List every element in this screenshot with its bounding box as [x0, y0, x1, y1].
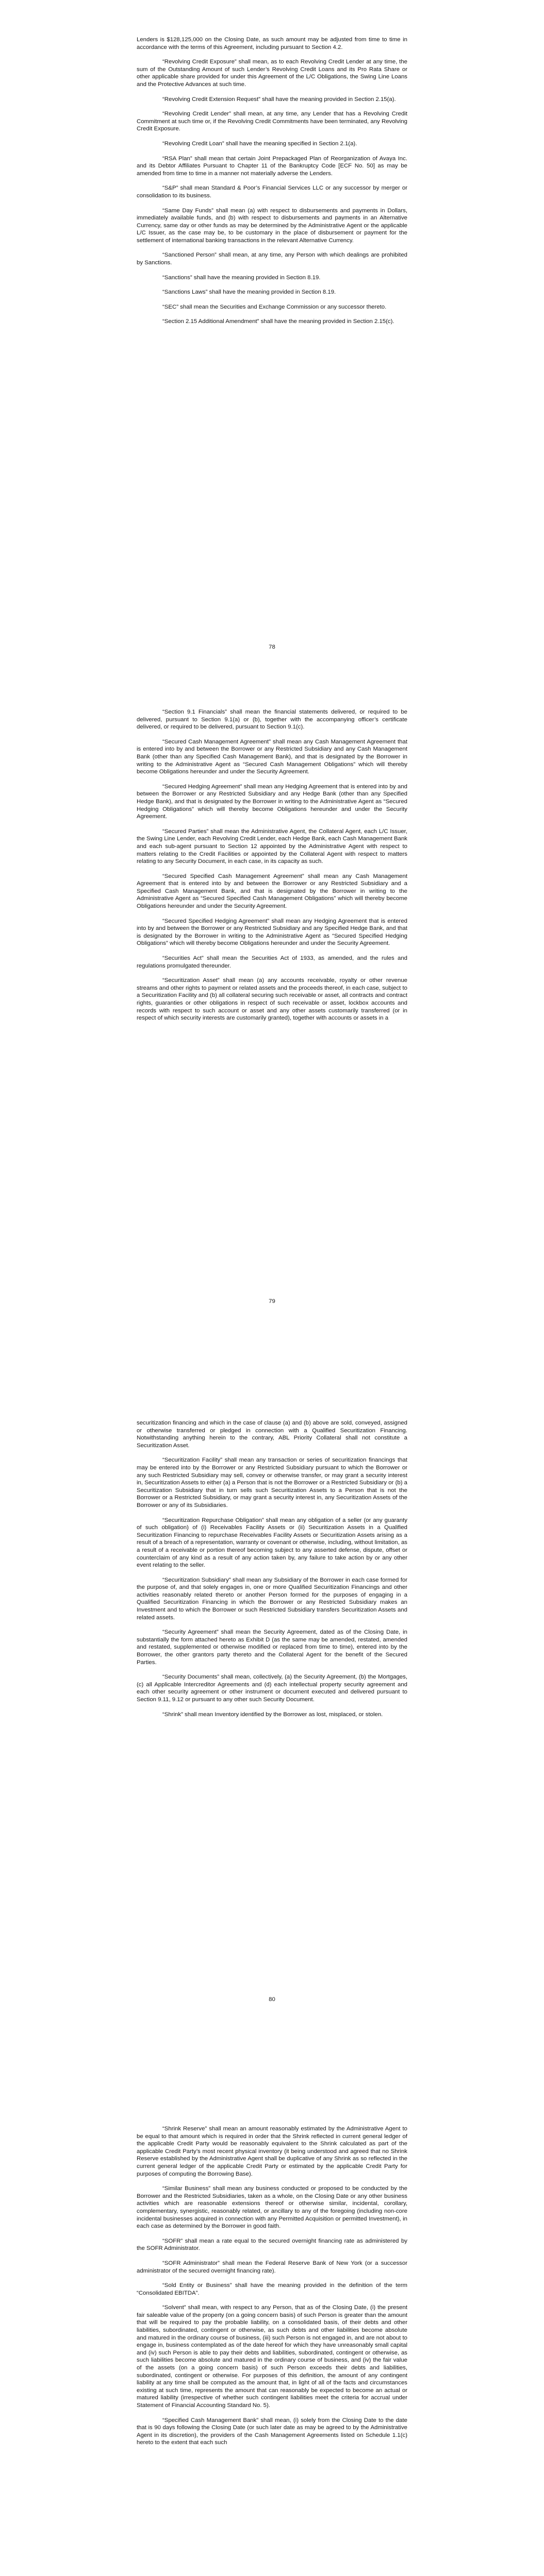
paragraph: “Secured Specified Cash Management Agreement” shall mean any Cash Management Agreement that is entered into by and between the Borrower or any Restricted Subsidiary and a Specified Cash Management Bank, and that is designated by the Borrower in writing to the Administrative Agent as “Secured Specified Cash Management Obligations” which will thereby become Obligations hereunder and under the Security Agreement. [137, 873, 407, 910]
paragraph: “Securities Act” shall mean the Securities Act of 1933, as amended, and the rules and regulations promulgated thereunder. [137, 955, 407, 969]
paragraph: “Sanctions” shall have the meaning provided in Section 8.19. [162, 274, 321, 281]
paragraph: “Revolving Credit Exposure” shall mean, as to each Revolving Credit Lender at any time, the sum of the Outstanding Amount of such Lender’s Revolving Credit Loans and its Pro Rata Share or other applicable share provided for under this Agreement of the L/C Obligations, the Swing Line Loans and the Protective Advances at such time. [137, 59, 407, 88]
page-body [137, 36, 407, 326]
page-number: 80 [269, 1996, 275, 2003]
paragraph: Lenders is $128,125,000 on the Closing Date, as such amount may be adjusted from time to time in accordance with the terms of this Agreement, including pursuant to Section 4.2. [137, 37, 407, 50]
paragraph: “Similar Business” shall mean any business conducted or proposed to be conducted by the Borrower and the Restricted Subsidiaries, taken as a whole, on the Closing Date or any other business activities which are reasonable extensions thereof or otherwise similar, incidental, corollary, complementary, synergistic, reasonably related, or ancillary to any of the foregoing (including non-core incidental businesses acquired in connection with any Permitted Acquisition or permitted Investment), in each case as determined by the Borrower in good faith. [137, 2185, 407, 2230]
paragraph: “Sanctions Laws” shall have the meaning provided in Section 8.19. [162, 289, 336, 296]
paragraph: “Securitization Facility” shall mean any transaction or series of securitization financings that may be entered into by the Borrower or any Restricted Subsidiary pursuant to which the Borrower or any such Restricted Subsidiary may sell, convey or otherwise transfer, or may grant a security interest in, Securitization Assets to either (a) a Person that is not the Borrower or a Restricted Subsidiary or (b) a Securitization Subsidiary that in turn sells such Securitization Assets to a Person that is not the Borrower or a Restricted Subsidiary, or may grant a security interest in, any Securitization Assets of the Borrower or any of its Subsidiaries. [137, 1457, 407, 1509]
paragraph: “Section 2.15 Additional Amendment” shall have the meaning provided in Section 2.15(c). [162, 318, 394, 325]
document-page [0, 708, 544, 1029]
page-number: 79 [269, 1298, 275, 1304]
paragraph: “SOFR” shall mean a rate equal to the secured overnight financing rate as administered by the SOFR Administrator. [137, 2238, 407, 2252]
paragraph: “Security Agreement” shall mean the Security Agreement, dated as of the Closing Date, in substantially the form attached hereto as Exhibit D (as the same may be amended, restated, amended and restated, supplemented or otherwise modified or replaced from time to time), entered into by the Borrower, the other grantors party thereto and the Collateral Agent for the benefit of the Secured Parties. [137, 1629, 407, 1666]
paragraph: “Secured Specified Hedging Agreement” shall mean any Hedging Agreement that is entered into by and between the Borrower or any Restricted Subsidiary and any Specified Hedge Bank, and that is designated by the Borrower in writing to the Administrative Agent as “Secured Specified Hedging Obligations” which will thereby become Obligations hereunder and under the Security Agreement. [137, 918, 407, 947]
document-page [0, 2125, 544, 2454]
paragraph: “Security Documents” shall mean, collectively, (a) the Security Agreement, (b) the Mortgages, (c) all Applicable Intercreditor Agreements and (d) each intellectual property security agreement and each other security agreement or other instrument or document executed and delivered pursuant to Section 9.11, 9.12 or pursuant to any other such Security Document. [137, 1674, 407, 1703]
paragraph: “Shrink Reserve” shall mean an amount reasonably estimated by the Administrative Agent to be equal to that amount which is required in order that the Shrink reflected in current general ledger of the applicable Credit Party would be reasonably equivalent to the Shrink calculated as part of the applicable Credit Party’s most recent physical inventory (it being understood and agreed that no Shrink Reserve established by the Administrative Agent shall be duplicative of any Shrink as so reflected in the current general ledger of the applicable Credit Party or estimated by the applicable Credit Party for purposes of computing the Borrowing Base). [137, 2126, 407, 2177]
page-number: 78 [269, 644, 275, 650]
paragraph: “SOFR Administrator” shall mean the Federal Reserve Bank of New York (or a successor administrator of the secured overnight financing rate). [137, 2260, 407, 2274]
paragraph: “Revolving Credit Loan” shall have the meaning specified in Section 2.1(a). [162, 140, 357, 147]
paragraph: “Solvent” shall mean, with respect to any Person, that as of the Closing Date, (i) the present fair saleable value of the property (on a going concern basis) of such Person is greater than the amount that will be required to pay the probable liability, on a consolidated basis, of their debts and other liabilities, subordinated, contingent or otherwise, as such debts and other liabilities become absolute and matured in the ordinary course of business, (iii) such Person is not engaged in, and are not about to engage in, business contemplated as of the date hereof for which they have unreasonably small capital and (iv) such Person is able to pay their debts and liabilities, subordinated, contingent or otherwise, as such liabilities become absolute and matured in the ordinary course of business, and (iv) the fair value of the assets (on a going concern basis) of such Person exceeds their debts and liabilities, subordinated, contingent or otherwise. For purposes of this definition, the amount of any contingent liability at any time shall be computed as the amount that, in light of all of the facts and circumstances existing at such time, represents the amount that can reasonably be expected to become an actual or matured liability (irrespective of whether such contingent liabilities meet the criteria for accrual under Statement of Financial Accounting Standard No. 5). [137, 2304, 407, 2409]
paragraph: “Section 9.1 Financials” shall mean the financial statements delivered, or required to be delivered, pursuant to Section 9.1(a) or (b), together with the accompanying officer’s certificate delivered, or required to be delivered, pursuant to Section 9.1(c). [137, 709, 407, 731]
paragraph: “Revolving Credit Extension Request” shall have the meaning provided in Section 2.15(a). [162, 96, 396, 103]
paragraph: “S&P” shall mean Standard & Poor’s Financial Services LLC or any successor by merger or consolidation to its business. [137, 185, 407, 199]
paragraph: “Specified Cash Management Bank” shall mean, (i) solely from the Closing Date to the date that is 90 days following the Closing Date (or such later date as may be agreed to by the Administrative Agent in its discretion), the providers of the Cash Management Agreements listed on Schedule 1.1(c) hereto to the extent that each such [137, 2417, 407, 2446]
paragraph: “Secured Cash Management Agreement” shall mean any Cash Management Agreement that is entered into by and between the Borrower or any Restricted Subsidiary and any Cash Management Bank (other than any Specified Cash Management Bank), and that is designated by the Borrower in writing to the Administrative Agent as “Secured Cash Management Obligations” which will thereby become Obligations hereunder and under the Security Agreement. [137, 738, 407, 775]
paragraph: “SEC” shall mean the Securities and Exchange Commission or any successor thereto. [162, 303, 387, 310]
document-page [0, 36, 544, 333]
paragraph: “RSA Plan” shall mean that certain Joint Prepackaged Plan of Reorganization of Avaya Inc. and its Debtor Affiliates Pursuant to Chapter 11 of the Bankruptcy Code [ECF No. 50] as may be amended from time to time in a manner not materially adverse the Lenders. [137, 155, 407, 177]
page-body [137, 1419, 407, 1718]
paragraph: “Securitization Subsidiary” shall mean any Subsidiary of the Borrower in each case formed for the purpose of, and that solely engages in, one or more Qualified Securitization Financings and other activities reasonably related thereto or another Person formed for the purposes of engaging in a Qualified Securitization Financing in which the Borrower or any Restricted Subsidiary makes an Investment and to which the Borrower or such Restricted Subsidiary transfers Securitization Assets and related assets. [137, 1577, 407, 1621]
paragraph: securitization financing and which in the case of clause (a) and (b) above are sold, conveyed, assigned or otherwise transferred or pledged in connection with a Qualified Securitization Financing. Notwithstanding anything herein to the contrary, ABL Priority Collateral shall not constitute a Securitization Asset. [137, 1420, 407, 1449]
paragraph: “Same Day Funds” shall mean (a) with respect to disbursements and payments in Dollars, immediately available funds, and (b) with respect to disbursements and payments in an Alternative Currency, same day or other funds as may be determined by the Administrative Agent or the applicable L/C Issuer, as the case may be, to be customary in the place of disbursement or payment for the settlement of international banking transactions in the relevant Alternative Currency. [137, 207, 407, 244]
page-body [137, 2125, 407, 2447]
document-page [0, 1419, 544, 1725]
paragraph: “Securitization Repurchase Obligation” shall mean any obligation of a seller (or any guaranty of such obligation) of (i) Receivables Facility Assets or (ii) Securitization Assets in a Qualified Securitization Financing to repurchase Receivables Facility Assets or Securitization Assets arising as a result of a breach of a representation, warranty or covenant or otherwise, including, without limitation, as a result of a receivable or portion thereof becoming subject to any asserted defense, dispute, offset or counterclaim of any kind as a result of any action taken by, any failure to take action by or any other event relating to the seller. [137, 1517, 407, 1569]
paragraph: “Secured Hedging Agreement” shall mean any Hedging Agreement that is entered into by and between the Borrower or any Restricted Subsidiary and any Hedge Bank (other than any Specified Hedge Bank), and that is designated by the Borrower in writing to the Administrative Agent as “Secured Hedging Obligations” which will thereby become Obligations hereunder and under the Security Agreement. [137, 783, 407, 820]
paragraph: “Secured Parties” shall mean the Administrative Agent, the Collateral Agent, each L/C Issuer, the Swing Line Lender, each Revolving Credit Lender, each Hedge Bank, each Cash Management Bank and each sub-agent pursuant to Section 12 appointed by the Administrative Agent with respect to matters relating to the Credit Facilities or appointed by the Collateral Agent with respect to matters relating to any Security Document, in each case, in its capacity as such. [137, 828, 407, 865]
paragraph: “Securitization Asset” shall mean (a) any accounts receivable, royalty or other revenue streams and other rights to payment or related assets and the proceeds thereof, in each case, subject to a Securitization Facility and (b) all collateral securing such receivable or asset, all contracts and contract rights, guaranties or other obligations in respect of such receivable or asset, lockbox accounts and records with respect to such account or asset and any other assets customarily transferred (or in respect of which security interests are customarily granted), together with accounts or assets in a [137, 977, 407, 1022]
paragraph: “Sanctioned Person” shall mean, at any time, any Person with which dealings are prohibited by Sanctions. [137, 252, 407, 266]
paragraph: “Shrink” shall mean Inventory identified by the Borrower as lost, misplaced, or stolen. [162, 1711, 383, 1718]
paragraph: “Revolving Credit Lender” shall mean, at any time, any Lender that has a Revolving Credit Commitment at such time or, if the Revolving Credit Commitments have been terminated, any Revolving Credit Exposure. [137, 111, 407, 132]
paragraph: “Sold Entity or Business” shall have the meaning provided in the definition of the term “Consolidated EBITDA”. [137, 2282, 407, 2296]
page-body [137, 708, 407, 1022]
